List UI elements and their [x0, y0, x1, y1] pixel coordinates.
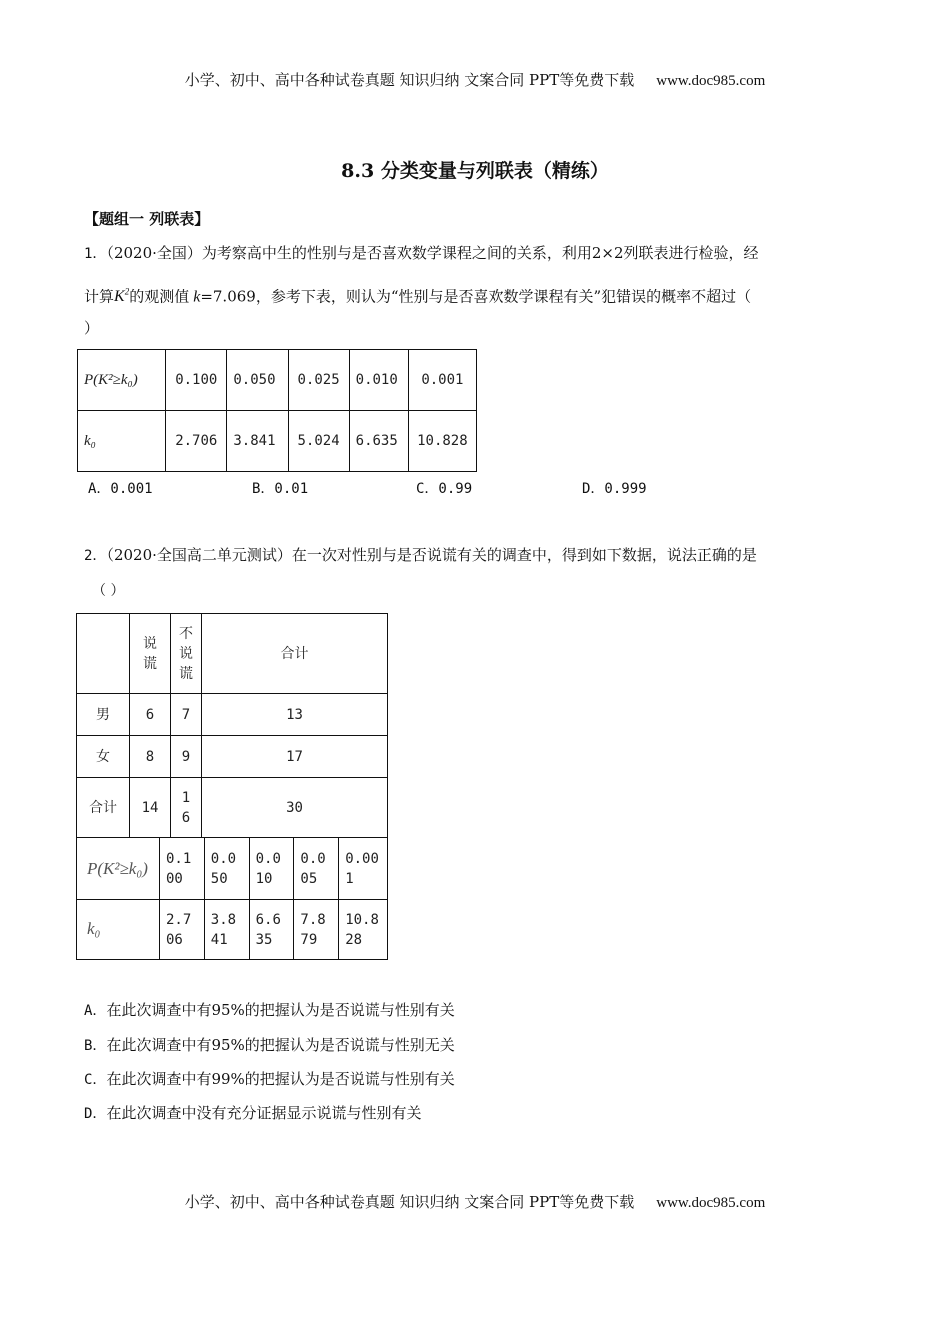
q1-k-cell: 2.706	[166, 411, 227, 472]
q2-cell: 30	[202, 778, 388, 838]
q2-k-label-cell	[77, 900, 160, 960]
q2-col-header-cell	[171, 614, 202, 694]
q2-row-label: 女	[77, 736, 130, 778]
q1-var-K2: $K^2$	[114, 287, 130, 306]
q2-answer-a[interactable]	[84, 999, 455, 1020]
q2-row-label: 合计	[77, 778, 130, 838]
group-title: 【题组一 列联表】	[84, 210, 210, 228]
q1-line1	[84, 243, 759, 264]
q2-p-cell: 0.050	[204, 838, 249, 900]
footer-text: 小学、初中、高中各种试卷真题 知识归纳 文案合同 PPT等免费下载	[184, 1193, 635, 1211]
q2-cell: 8	[130, 736, 171, 778]
q1-k-cell: 5.024	[288, 411, 349, 472]
q2-k-cell: 2.706	[160, 900, 205, 960]
q1-k-cell: 3.841	[227, 411, 288, 472]
q2-p-cell: 0.010	[249, 838, 294, 900]
q2-p-cell: 0.005	[294, 838, 339, 900]
q1-k-cell: 10.828	[408, 411, 476, 472]
answer-label: D．	[84, 1106, 107, 1122]
q2-p-label: P(K²≥k₀)	[87, 858, 148, 878]
q2-cell: 13	[202, 694, 388, 736]
q2-p-cell: 0.001	[339, 838, 388, 900]
header-site-link[interactable]: www.doc985.com	[656, 73, 766, 89]
q2-p-row	[77, 838, 388, 900]
q2-line2: （ ）	[92, 583, 125, 599]
answer-text: 在此次调查中有95%的把握认为是否说谎与性别有关	[106, 1001, 455, 1019]
q2-source: （2020·全国高二单元测试）	[106, 546, 292, 564]
q1-line2	[84, 282, 751, 307]
answer-label: B．	[84, 1038, 107, 1054]
q2-answer-d[interactable]	[84, 1102, 421, 1123]
q1-option-a[interactable]: A．0.001	[88, 481, 153, 497]
q2-cell: 9	[171, 736, 202, 778]
q2-cell: 14	[130, 778, 171, 838]
q2-col-header: 合计	[202, 614, 388, 694]
q2-k-cell: 10.828	[339, 900, 388, 960]
answer-text: 在此次调查中有99%的把握认为是否说谎与性别有关	[106, 1070, 455, 1088]
q1-text-2a: 计算	[84, 287, 115, 306]
q2-probability-table	[76, 837, 388, 960]
q2-p-label-cell	[77, 838, 160, 900]
q1-text-1: 为考察高中生的性别与是否喜欢数学课程之间的关系，利用2×2列联表进行检验，经	[201, 244, 759, 262]
q2-k-cell: 6.635	[249, 900, 294, 960]
q2-number: 2．	[84, 548, 107, 564]
q1-k-cell: 6.635	[349, 411, 408, 472]
answer-text: 在此次调查中有95%的把握认为是否说谎与性别无关	[106, 1036, 455, 1054]
q1-option-c[interactable]: C．0.99	[416, 481, 473, 497]
page-footer	[0, 1191, 950, 1212]
q1-option-d[interactable]: D．0.999	[582, 481, 647, 497]
q1-p-cell: 0.100	[166, 350, 227, 411]
q2-text-1: 在一次对性别与是否说谎有关的调查中，得到如下数据，说法正确的是	[291, 546, 757, 564]
q2-contingency-table	[76, 613, 388, 838]
q2-row-label: 男	[77, 694, 130, 736]
q2-p-cell: 0.100	[160, 838, 205, 900]
q1-p-cell: 0.001	[408, 350, 476, 411]
q2-k-label: k₀	[87, 919, 101, 938]
page-title: 8.3 分类变量与列联表（精练）	[341, 160, 609, 182]
q2-cell: 6	[130, 694, 171, 736]
q1-p-cell: 0.050	[227, 350, 288, 411]
q2-cell: 7	[171, 694, 202, 736]
q1-p-cell: 0.010	[349, 350, 408, 411]
q2-k-cell: 3.841	[204, 900, 249, 960]
q2-cell-wrap	[171, 778, 202, 838]
q1-text-2c: =7.069，参考下表，则认为“性别与是否喜欢数学课程有关”犯错误的概率不超过（	[200, 287, 752, 306]
q2-answer-b[interactable]	[84, 1034, 455, 1055]
q1-text-2b: 的观测值	[129, 287, 190, 306]
q1-line3: ）	[84, 319, 100, 337]
q2-table-row	[77, 736, 388, 778]
q1-table-row-k	[78, 411, 477, 472]
q1-table	[77, 349, 477, 472]
header-text: 小学、初中、高中各种试卷真题 知识归纳 文案合同 PPT等免费下载	[184, 71, 635, 89]
q2-col-header: 说谎	[143, 635, 157, 672]
q2-k-row	[77, 900, 388, 960]
q2-table-row	[77, 778, 388, 838]
q1-p-cell: 0.025	[288, 350, 349, 411]
q2-cell: 16	[181, 789, 191, 826]
page-header	[0, 69, 950, 90]
q2-corner-cell	[77, 614, 130, 694]
q2-col-header: 不说谎	[179, 625, 193, 682]
footer-site-link[interactable]: www.doc985.com	[656, 1195, 766, 1211]
q1-p-label: P(K²≥k₀)	[78, 350, 166, 411]
answer-text: 在此次调查中没有充分证据显示说谎与性别有关	[106, 1104, 422, 1122]
q2-col-header-cell	[130, 614, 171, 694]
q1-number: 1．	[84, 246, 107, 262]
q1-option-b[interactable]: B．0.01	[252, 481, 309, 497]
q2-k-cell: 7.879	[294, 900, 339, 960]
q1-var-k: k	[189, 288, 201, 306]
q1-k-label: k₀	[78, 411, 166, 472]
q2-table-header-row	[77, 614, 388, 694]
q2-cell: 17	[202, 736, 388, 778]
q2-line1	[84, 545, 757, 566]
answer-label: C．	[84, 1072, 107, 1088]
q1-table-row-p	[78, 350, 477, 411]
q2-table-row	[77, 694, 388, 736]
q2-answer-c[interactable]	[84, 1068, 455, 1089]
q1-options	[0, 478, 950, 498]
q1-source: （2020·全国）	[106, 244, 202, 262]
answer-label: A．	[84, 1003, 107, 1019]
